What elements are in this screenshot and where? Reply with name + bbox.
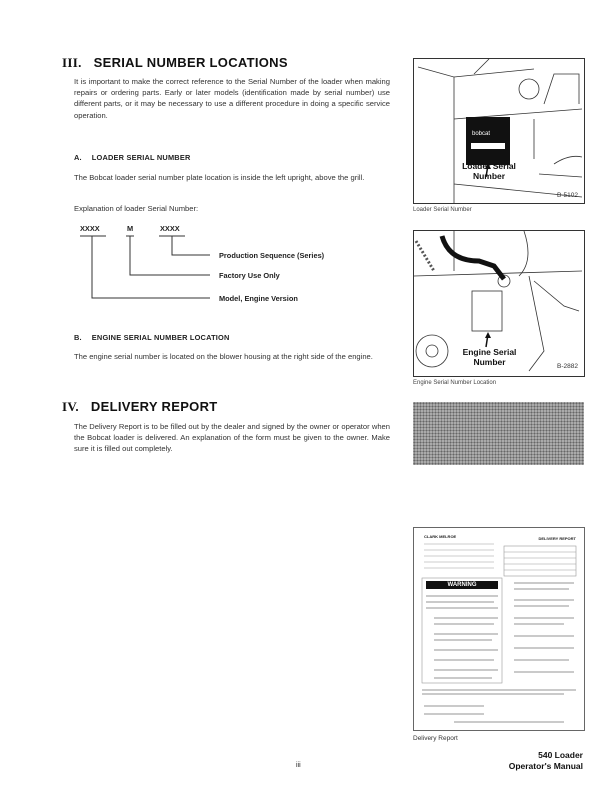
loader-serial-callout <box>454 161 524 181</box>
figure-code: B-5102 <box>557 192 578 199</box>
delivery-report-form <box>413 527 585 731</box>
serial-code-model: XXXX <box>80 224 100 233</box>
callout-line-2: Number <box>472 171 506 181</box>
section-3-heading <box>62 55 288 71</box>
page-number: iii <box>296 762 301 769</box>
subsection-letter: A. <box>74 153 82 162</box>
manual-title <box>509 750 583 772</box>
manual-title-line-2: Operator's Manual <box>508 761 583 771</box>
serial-diagram-lines <box>70 230 220 305</box>
section-4-heading <box>62 399 218 415</box>
loader-figure-caption: Loader Serial Number <box>413 207 472 213</box>
callout-line-2: Number <box>473 357 506 367</box>
callout-line-1: Loader Serial <box>462 161 516 171</box>
subsection-title: ENGINE SERIAL NUMBER LOCATION <box>91 333 230 342</box>
form-warning-banner: WARNING <box>426 581 498 589</box>
loader-serial-figure <box>413 58 585 204</box>
subsection-a-text: The Bobcat loader serial number plate location is inside the left upright, above the grill. <box>74 173 365 182</box>
section-4-text: The Delivery Report is to be filled out by the dealer and signed by the owner or operator when the Bobcat loader is delivered. An explanation of the form must be given to the owner. Make sure it is filled out completely. <box>74 422 390 454</box>
engine-figure-caption: Engine Serial Number Location <box>413 380 497 386</box>
serial-code-factory: M <box>127 224 134 233</box>
subsection-b-text: The engine serial number is located on the blower housing at the right side of the engine. <box>74 352 373 361</box>
label-factory-use: Factory Use Only <box>219 271 280 280</box>
label-model-engine: Model, Engine Version <box>219 294 298 303</box>
form-lines <box>414 528 584 730</box>
subsection-letter: B. <box>74 333 82 342</box>
section-3-intro: It is important to make the correct reference to the Serial Number of the loader when making repairs or ordering parts. Early or later models (identification made by serial number) use different parts, or it may be necessary to use a different procedure in doing a specific service operation. <box>74 77 390 120</box>
engine-serial-callout <box>452 347 527 367</box>
delivery-figure-caption: Delivery Report <box>413 735 458 742</box>
halftone-image <box>413 402 584 465</box>
engine-serial-figure <box>413 230 585 377</box>
plate-text: bobcat <box>472 131 491 137</box>
section-number: IV. <box>62 399 79 414</box>
subsection-b-heading <box>74 333 230 342</box>
label-production-sequence: Production Sequence (Series) <box>219 251 325 260</box>
form-title: DELIVERY REPORT <box>538 536 576 541</box>
figure-code: B-2882 <box>557 363 578 370</box>
callout-line-1: Engine Serial <box>462 347 517 357</box>
section-title: DELIVERY REPORT <box>90 399 218 414</box>
manual-title-line-1: 540 Loader <box>538 750 583 760</box>
serial-code-sequence: XXXX <box>160 224 180 233</box>
subsection-title: LOADER SERIAL NUMBER <box>91 153 191 162</box>
loader-illustration <box>414 59 584 203</box>
section-title: SERIAL NUMBER LOCATIONS <box>93 55 288 70</box>
form-brand: CLARK MELROE <box>424 534 457 539</box>
subsection-a-heading <box>74 153 191 162</box>
serial-explanation-label: Explanation of loader Serial Number: <box>74 204 199 213</box>
section-number: III. <box>62 55 82 70</box>
